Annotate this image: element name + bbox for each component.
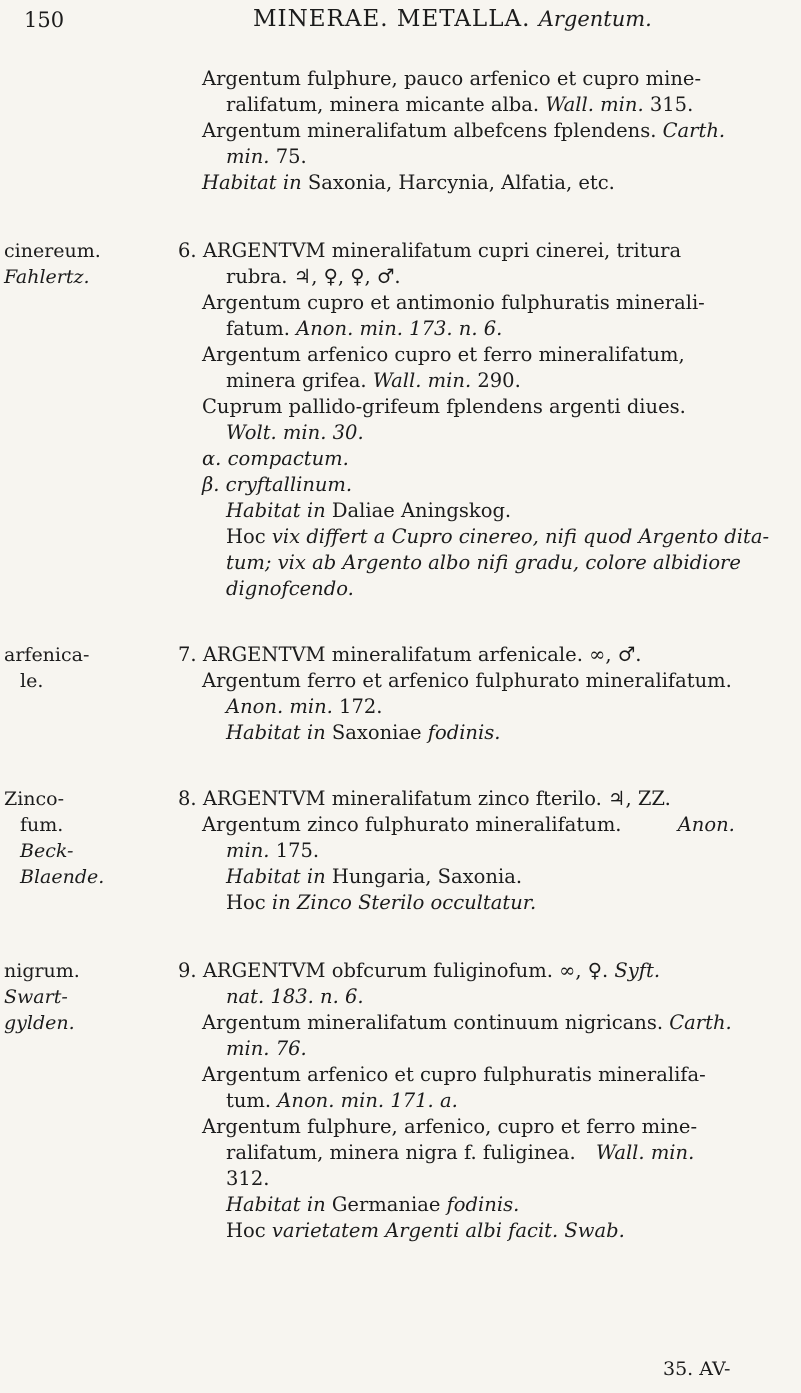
margin-note: Blaende.	[20, 866, 105, 888]
margin-note: fum.	[20, 814, 64, 836]
variety-line: α. compactum.	[202, 447, 349, 470]
margin-note: nigrum.	[4, 960, 80, 982]
text-line: minera grifea. Wall. min. 290.	[226, 369, 521, 392]
text-line: 312.	[226, 1167, 270, 1190]
text-line: nat. 183. n. 6.	[226, 985, 364, 1008]
species-heading: 9. ARGENTVM obfcurum fuliginofum. ∞, ♀. Syft.	[178, 959, 661, 982]
text-line: ralifatum, minera micante alba. Wall. min. 315.	[226, 93, 694, 116]
species-heading: 8. ARGENTVM mineralifatum zinco fterilo. ♃, ZZ.	[178, 787, 671, 810]
page-header	[0, 6, 801, 40]
margin-note: gylden.	[4, 1012, 75, 1034]
habitat-line: Habitat in Saxoniae fodinis.	[226, 721, 501, 744]
text-line: Argentum arfenico et cupro fulphuratis mineralifa-	[202, 1063, 706, 1086]
text-line: Argentum ferro et arfenico fulphurato mineralifatum.	[202, 669, 732, 692]
note-line: Hoc vix differt a Cupro cinereo, nifi quod Argento dita-	[226, 525, 770, 548]
margin-note: Swart-	[4, 986, 68, 1008]
margin-note: Beck-	[20, 840, 74, 862]
text-line: Argentum zinco fulphurato mineralifatum. Anon.	[202, 813, 735, 836]
catchword: 35. AV-	[663, 1358, 731, 1380]
text-line: fatum. Anon. min. 173. n. 6.	[226, 317, 503, 340]
margin-note: arfenica-	[4, 644, 90, 666]
note-line: Hoc in Zinco Sterilo occultatur.	[226, 891, 537, 914]
habitat-line: Habitat in Daliae Aningskog.	[226, 499, 512, 522]
margin-note: Zinco-	[4, 788, 65, 810]
variety-line: β. cryftallinum.	[202, 473, 353, 496]
habitat-line: Habitat in Saxonia, Harcynia, Alfatia, etc.	[202, 171, 615, 194]
page-number: 150	[24, 8, 65, 32]
text-line: Wolt. min. 30.	[226, 421, 364, 444]
text-line: Argentum cupro et antimonio fulphuratis minerali-	[202, 291, 705, 314]
text-line: Cuprum pallido-grifeum fplendens argenti diues.	[202, 395, 686, 418]
text-line: Argentum arfenico cupro et ferro mineralifatum,	[202, 343, 685, 366]
text-line: Argentum fulphure, pauco arfenico et cupro mine-	[202, 67, 702, 90]
margin-note: le.	[20, 670, 44, 692]
text-line: min. 75.	[226, 145, 307, 168]
species-heading: 7. ARGENTVM mineralifatum arfenicale. ∞, ♂.	[178, 643, 642, 666]
text-line: tum. Anon. min. 171. a.	[226, 1089, 458, 1112]
habitat-line: Habitat in Hungaria, Saxonia.	[226, 865, 523, 888]
species-heading: 6. ARGENTVM mineralifatum cupri cinerei, tritura	[178, 239, 682, 262]
margin-note: Fahlertz.	[4, 266, 90, 288]
text-line: Argentum mineralifatum albefcens fplendens. Carth.	[202, 119, 726, 142]
text-line: min. 76.	[226, 1037, 307, 1060]
running-head: MINERAE. METALLA. Argentum.	[253, 6, 652, 32]
text-line: Anon. min. 172.	[226, 695, 383, 718]
margin-note: cinereum.	[4, 240, 101, 262]
text-line: ralifatum, minera nigra f. fuliginea. Wall. min.	[226, 1141, 695, 1164]
note-line: Hoc varietatem Argenti albi facit. Swab.	[226, 1219, 625, 1242]
text-line: rubra. ♃, ♀, ♀, ♂.	[226, 265, 401, 288]
text-line: min. 175.	[226, 839, 320, 862]
note-line: tum; vix ab Argento albo nifi gradu, colore albidiore	[226, 551, 741, 574]
text-line: Argentum fulphure, arfenico, cupro et ferro mine-	[202, 1115, 698, 1138]
habitat-line: Habitat in Germaniae fodinis.	[226, 1193, 520, 1216]
note-line: dignofcendo.	[226, 577, 354, 600]
text-line: Argentum mineralifatum continuum nigricans. Carth.	[202, 1011, 732, 1034]
